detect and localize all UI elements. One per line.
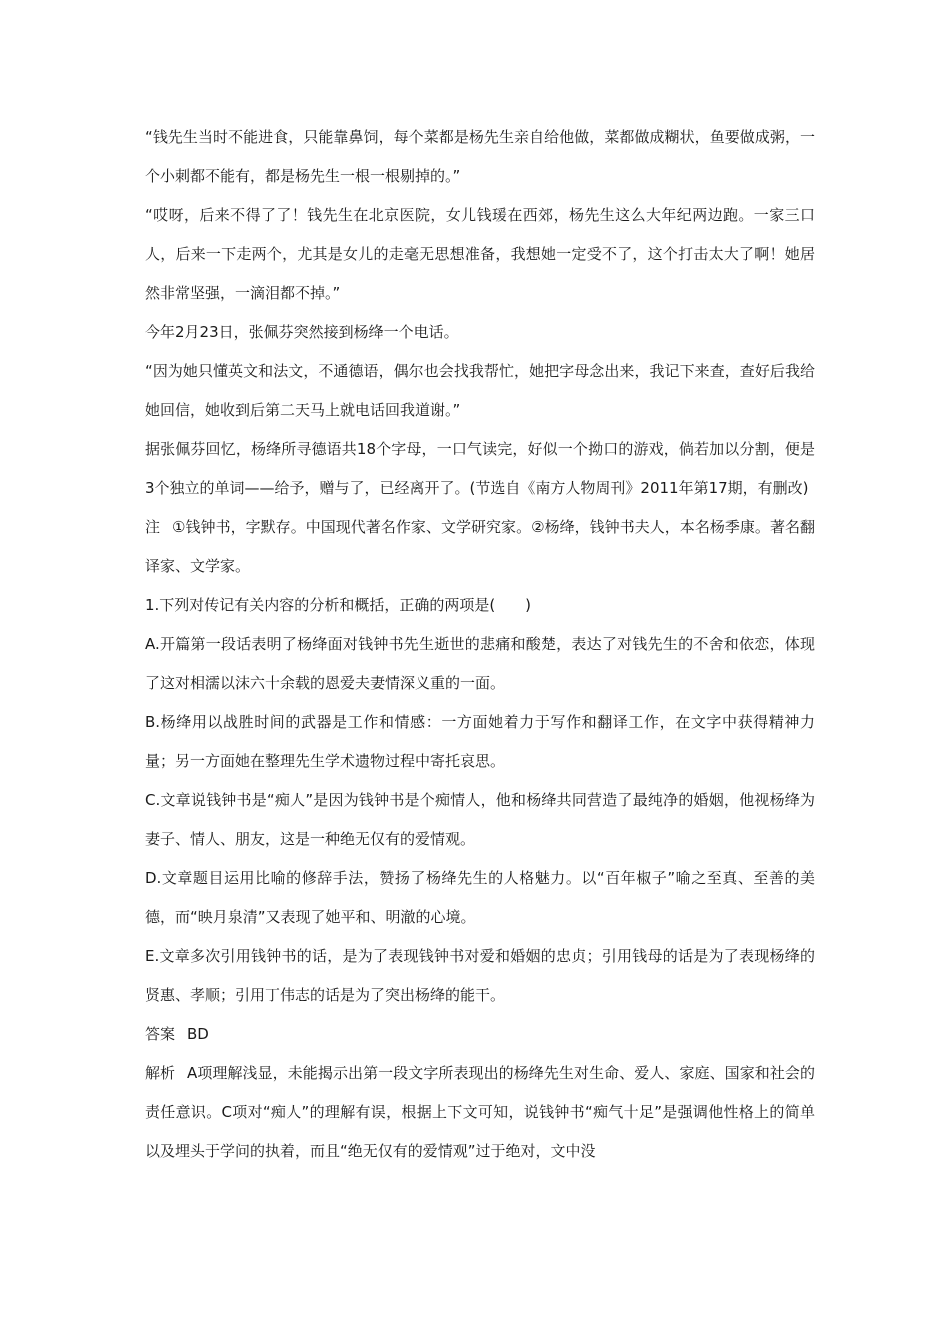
option-a: A.开篇第一段话表明了杨绛面对钱钟书先生逝世的悲痛和酸楚，表达了对钱先生的不舍和依恋，体现了这对相濡以沫六十余载的恩爱夫妻情深义重的一面。	[145, 635, 815, 692]
option-c: C.文章说钱钟书是“痴人”是因为钱钟书是个痴情人，他和杨绛共同营造了最纯净的婚姻，他视杨绛为妻子、情人、朋友，这是一种绝无仅有的爱情观。	[145, 791, 815, 848]
paragraph-phone-call: 今年2月23日，张佩芬突然接到杨绛一个电话。	[145, 323, 459, 341]
option-b: B.杨绛用以战胜时间的武器是工作和情感：一方面她着力于写作和翻译工作，在文字中获得精神力量；另一方面她在整理先生学术遗物过程中寄托哀思。	[145, 713, 815, 770]
analysis-label: 解析	[145, 1064, 176, 1082]
analysis-paragraph	[145, 1054, 815, 1171]
answer-paragraph	[145, 1015, 815, 1054]
analysis-text: A项理解浅显，未能揭示出第一段文字所表现出的杨绛先生对生命、爱人、家庭、国家和社会的责任意识。C项对“痴人”的理解有误，根据上下文可知，说钱钟书“痴气十足”是强调他性格上的简单以及埋头于学问的执着，而且“绝无仅有的爱情观”过于绝对，文中没	[145, 1064, 815, 1160]
note-label: 注	[145, 518, 161, 536]
option-e: E.文章多次引用钱钟书的话，是为了表现钱钟书对爱和婚姻的忠贞；引用钱母的话是为了表现杨绛的贤惠、孝顺；引用丁伟志的话是为了突出杨绛的能干。	[145, 947, 815, 1004]
option-d: D.文章题目运用比喻的修辞手法，赞扬了杨绛先生的人格魅力。以“百年椒子”喻之至真、至善的美德，而“映月泉清”又表现了她平和、明澈的心境。	[145, 869, 815, 926]
paragraph-quote-family: “哎呀，后来不得了了！钱先生在北京医院，女儿钱瑗在西郊，杨先生这么大年纪两边跑。一家三口人，后来一下走两个，尤其是女儿的走毫无思想准备，我想她一定受不了，这个打击太大了啊！她居然非常坚强，一滴泪都不掉。”	[145, 206, 815, 302]
paragraph-recollection: 据张佩芬回忆，杨绛所寻德语共18个字母，一口气读完，好似一个拗口的游戏，倘若加以分割，便是3个独立的单词——给予，赠与了，已经离开了。(节选自《南方人物周刊》2011年第17期，有删改)	[145, 440, 815, 497]
document-page	[145, 118, 815, 1171]
note-text: ①钱钟书，字默存。中国现代著名作家、文学研究家。②杨绛，钱钟书夫人，本名杨季康。著名翻译家、文学家。	[145, 518, 815, 575]
answer-value: BD	[187, 1025, 209, 1043]
answer-label: 答案	[145, 1025, 176, 1043]
question-stem: 1.下列对传记有关内容的分析和概括，正确的两项是( )	[145, 596, 532, 614]
paragraph-quote-feeding: “钱先生当时不能进食，只能靠鼻饲，每个菜都是杨先生亲自给他做，菜都做成糊状，鱼要做成粥，一个小刺都不能有，都是杨先生一根一根剔掉的。”	[145, 128, 815, 185]
note-paragraph	[145, 508, 815, 586]
paragraph-quote-german: “因为她只懂英文和法文，不通德语，偶尔也会找我帮忙，她把字母念出来，我记下来查，查好后我给她回信，她收到后第二天马上就电话回我道谢。”	[145, 362, 815, 419]
